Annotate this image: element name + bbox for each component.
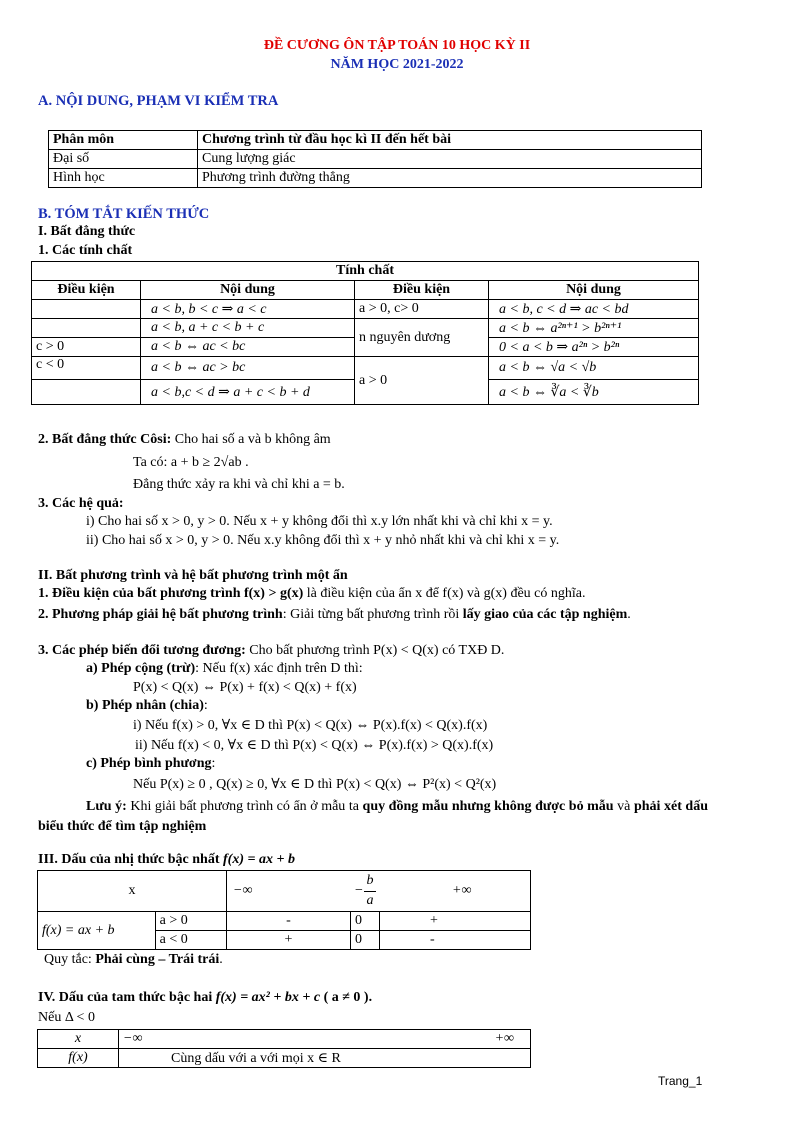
subsection-heading: 1. Các tính chất (38, 243, 133, 258)
section-ii-heading: II. Bất phương trình và hệ bất phương trình một ẩn (38, 568, 348, 583)
phep-nhan (86, 698, 208, 714)
properties-table (31, 261, 699, 405)
delta-condition: Nếu Δ < 0 (38, 1010, 95, 1025)
table-cell: x (38, 871, 227, 912)
fraction-bar (364, 891, 376, 892)
table-row (32, 281, 699, 300)
table-cell: Phương trình đường thẳng (198, 169, 702, 188)
pos-infinity: +∞ (494, 1031, 514, 1046)
table-cell: Cùng dấu với a với mọi x ∈ R (119, 1049, 531, 1068)
table-row (49, 169, 702, 188)
note-bold: quy đồng mẫu nhưng không được bỏ mẫu (362, 799, 614, 814)
table-cell: + (227, 931, 351, 950)
section-a-heading: A. NỘI DUNG, PHẠM VI KIỂM TRA (38, 93, 279, 109)
phep-binh-phuong (86, 756, 215, 772)
ii-item-3-text: Cho bất phương trình P(x) < Q(x) có TXĐ D. (245, 643, 505, 658)
sign-header-cell (119, 1030, 531, 1049)
table-cell: a < 0 (155, 931, 226, 950)
cosi-label: 2. Bất đẳng thức Côsi: (38, 432, 172, 447)
note-and: và (613, 799, 634, 814)
table-title: Tính chất (32, 262, 699, 281)
table-cell: x (38, 1030, 119, 1049)
ii-item-1-bold: 1. Điều kiện của bất phương trình f(x) > g(x) (38, 586, 304, 601)
cosi-line (38, 432, 331, 448)
table-cell: a < b, c < d ⇒ ac < bd (489, 300, 699, 319)
section-iv-heading (38, 990, 372, 1006)
phep-binh-phuong-text: : (211, 756, 216, 771)
table-row (38, 1030, 531, 1049)
table-cell: a < b ⇔ ac < bc (141, 338, 355, 357)
sign-header-cell (227, 871, 531, 912)
page-number: Trang_1 (658, 1074, 703, 1088)
table-cell (32, 380, 141, 405)
fraction-numerator: b (366, 873, 374, 888)
rule-line (44, 952, 223, 968)
ii-item-2 (38, 605, 708, 624)
table-cell (32, 319, 141, 338)
cosi-equality: Đẳng thức xảy ra khi và chỉ khi a = b. (133, 477, 345, 492)
phep-cong-text: : Nếu f(x) xác định trên D thì: (195, 661, 363, 676)
sign-table-linear (37, 870, 531, 950)
phep-cong-label: a) Phép cộng (trừ) (86, 661, 196, 676)
table-cell: - (227, 912, 351, 931)
table-header: Nội dung (489, 281, 699, 300)
table-cell: a < b ⇔ a²ⁿ⁺¹ > b²ⁿ⁺¹ (489, 319, 699, 338)
ii-item-2-end: . (627, 607, 631, 622)
phep-cong-formula: P(x) < Q(x) ⇔ P(x) + f(x) < Q(x) + f(x) (133, 680, 357, 695)
section-b-heading: B. TÓM TẮT KIẾN THỨC (38, 206, 210, 222)
table-cell: a < b ⇔ ac > bc (141, 357, 355, 380)
note-paragraph (38, 797, 708, 837)
ii-item-2-text: : Giải từng bất phương trình rồi (282, 607, 463, 622)
doc-subtitle: NĂM HỌC 2021-2022 (330, 57, 464, 72)
section-i-heading: I. Bất đẳng thức (38, 224, 136, 239)
table-cell: + (380, 912, 531, 931)
note-label: Lưu ý: (86, 799, 127, 814)
ii-item-1 (38, 586, 586, 602)
scope-table (48, 130, 702, 188)
table-cell (32, 300, 141, 319)
neg-infinity: −∞ (123, 1031, 143, 1046)
table-cell: Đại số (49, 150, 198, 169)
table-header: Phân môn (49, 131, 198, 150)
ii-item-2-bold: 2. Phương pháp giải hệ bất phương trình (38, 607, 283, 622)
table-row (32, 319, 699, 338)
cosi-formula: Ta có: a + b ≥ 2√ab . (133, 455, 249, 470)
table-header: Nội dung (141, 281, 355, 300)
table-cell: c > 0 (32, 338, 141, 357)
phep-nhan-label: b) Phép nhân (chia) (86, 698, 204, 713)
table-header: Điều kiện (32, 281, 141, 300)
table-row (38, 912, 531, 931)
section-iv-cond: ( a ≠ 0 ). (320, 990, 373, 1005)
section-iii-formula: f(x) = ax + b (223, 852, 295, 867)
table-cell: 0 (351, 912, 380, 931)
note-text: Khi giải bất phương trình có ẩn ở mẫu ta (126, 799, 363, 814)
table-cell: a > 0, c> 0 (355, 300, 489, 319)
table-cell: a < b, b < c ⇒ a < c (141, 300, 355, 319)
table-row (49, 131, 702, 150)
table-cell: c < 0 (32, 357, 141, 380)
table-cell: f(x) = ax + b (38, 912, 156, 950)
sign-table-quadratic (37, 1029, 531, 1068)
phep-binh-phuong-formula: Nếu P(x) ≥ 0 , Q(x) ≥ 0, ∀x ∈ D thì P(x) < Q(x) ⇔ P²(x) < Q²(x) (133, 777, 497, 792)
table-row (32, 357, 699, 380)
rule-end: . (219, 952, 223, 967)
phep-cong (86, 661, 363, 677)
hequa-label: 3. Các hệ quả: (38, 496, 124, 511)
table-cell: 0 < a < b ⇒ a²ⁿ > b²ⁿ (489, 338, 699, 357)
table-cell: n nguyên dương (355, 319, 489, 357)
table-cell: - (380, 931, 531, 950)
hequa-line-1: i) Cho hai số x > 0, y > 0. Nếu x + y không đổi thì x.y lớn nhất khi và chỉ khi x = y. (86, 514, 553, 529)
section-iv-formula: f(x) = ax² + bx + c (215, 990, 321, 1005)
table-cell: Cung lượng giác (198, 150, 702, 169)
note-bold-2: phải xét dấu biểu thức để tìm tập nghiệm (38, 799, 708, 834)
doc-title: ĐỀ CƯƠNG ÔN TẬP TOÁN 10 HỌC KỲ II (263, 38, 531, 53)
table-cell: a > 0 (355, 357, 489, 405)
table-row (32, 300, 699, 319)
table-cell: a < b, a + c < b + c (141, 319, 355, 338)
fraction-denominator: a (366, 893, 374, 908)
phep-nhan-text: : (203, 698, 208, 713)
table-cell: a < b,c < d ⇒ a + c < b + d (141, 380, 355, 405)
table-cell: 0 (351, 931, 380, 950)
rule-text: Quy tắc: (44, 952, 96, 967)
table-row (32, 262, 699, 281)
table-cell: a < b ⇔ √a < √b (489, 357, 699, 380)
table-cell: a < b ⇔ ∛a < ∛b (489, 380, 699, 405)
ii-item-1-text: là điều kiện của ẩn x để f(x) và g(x) đều có nghĩa. (303, 586, 586, 601)
phep-binh-phuong-label: c) Phép bình phương (86, 756, 212, 771)
cosi-text: Cho hai số a và b không âm (171, 432, 331, 447)
pos-infinity: +∞ (452, 883, 472, 898)
table-cell: a > 0 (155, 912, 226, 931)
section-iv-text: IV. Dấu của tam thức bậc hai (38, 990, 216, 1005)
ii-item-3 (38, 643, 504, 659)
ii-item-2-bold2: lấy giao của các tập nghiệm (462, 607, 628, 622)
rule-bold: Phải cùng – Trái trái (95, 952, 220, 967)
table-cell: Hình học (49, 169, 198, 188)
table-row (49, 150, 702, 169)
table-row (38, 871, 531, 912)
hequa-line-2: ii) Cho hai số x > 0, y > 0. Nếu x.y không đổi thì x + y nhỏ nhất khi và chỉ khi x = y. (86, 533, 560, 548)
table-header: Chương trình từ đầu học kì II đến hết bài (198, 131, 702, 150)
section-iii-text: III. Dấu của nhị thức bậc nhất (38, 852, 224, 867)
ii-item-3-bold: 3. Các phép biến đổi tương đương: (38, 643, 246, 658)
table-cell: f(x) (38, 1049, 119, 1068)
section-iii-heading (38, 852, 295, 868)
table-header: Điều kiện (355, 281, 489, 300)
phep-nhan-line-2: ii) Nếu f(x) < 0, ∀x ∈ D thì P(x) < Q(x) ⇔ P(x).f(x) > Q(x).f(x) (135, 738, 494, 753)
minus-sign: − (355, 883, 363, 898)
table-row (38, 1049, 531, 1068)
neg-infinity: −∞ (233, 883, 253, 898)
phep-nhan-line-1: i) Nếu f(x) > 0, ∀x ∈ D thì P(x) < Q(x) ⇔ P(x).f(x) < Q(x).f(x) (133, 718, 488, 733)
